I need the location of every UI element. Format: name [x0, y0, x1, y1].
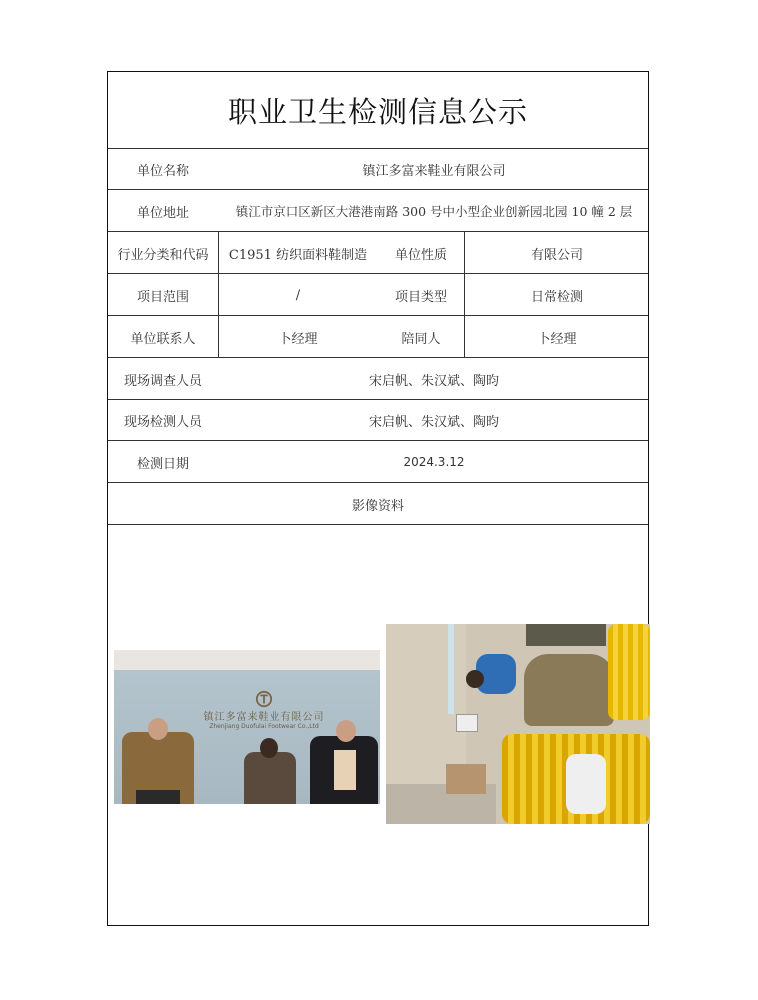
unit-nature-value: 有限公司 — [530, 247, 583, 263]
project-type-label: 项目类型 — [394, 289, 447, 305]
contact-row — [108, 315, 648, 358]
project-scope-value: / — [295, 287, 301, 303]
survey-staff-value: 宋启帆、朱汉斌、陶昀 — [368, 373, 499, 389]
images-label: 影像资料 — [351, 498, 404, 514]
disclosure-sheet — [107, 71, 649, 926]
person-middle — [244, 752, 296, 804]
shelf-items — [526, 624, 606, 646]
worker-jacket — [524, 654, 614, 726]
project-type-value: 日常检测 — [530, 289, 583, 305]
testing-staff-label: 现场检测人员 — [123, 415, 202, 430]
escort-label: 陪同人 — [401, 331, 441, 347]
unit-address-value: 镇江市京口区新区大港港南路 300 号中小型企业创新园北园 10 幢 2 层 — [235, 204, 633, 219]
person-right-shirt — [334, 750, 356, 790]
test-date-label: 检测日期 — [136, 456, 189, 472]
unit-address-label: 单位地址 — [136, 205, 189, 221]
escort-value: 卜经理 — [537, 331, 577, 347]
sign-chinese: 镇江多富来鞋业有限公司 — [203, 712, 325, 723]
photo-workshop — [386, 624, 650, 824]
wall-socket — [456, 714, 478, 732]
person-left-head — [148, 718, 168, 740]
contact-label: 单位联系人 — [130, 331, 196, 347]
testing-staff-value: 宋启帆、朱汉斌、陶昀 — [368, 415, 499, 430]
test-date-value: 2024.3.12 — [403, 455, 465, 469]
company-logo-icon — [250, 690, 278, 708]
company-sign — [194, 690, 334, 730]
carton-box — [446, 764, 486, 794]
unit-name-row — [108, 148, 648, 190]
person-middle-head — [260, 738, 278, 758]
white-bag — [566, 754, 606, 814]
ceiling — [114, 650, 380, 672]
page-title: 职业卫生检测信息公示 — [227, 94, 528, 129]
testing-staff-row — [108, 399, 648, 441]
project-row — [108, 273, 648, 316]
industry-row — [108, 231, 648, 274]
contact-value: 卜经理 — [278, 331, 318, 347]
unit-nature-label: 单位性质 — [394, 247, 447, 263]
yellow-basket-stack — [608, 624, 650, 720]
survey-staff-row — [108, 357, 648, 400]
project-scope-label: 项目范围 — [136, 289, 189, 305]
industry-label: 行业分类和代码 — [117, 247, 209, 263]
unit-name-label: 单位名称 — [136, 164, 189, 179]
unit-address-row — [108, 189, 648, 232]
unit-name-value: 镇江多富来鞋业有限公司 — [362, 164, 506, 179]
sign-english: Zhenjiang Duofulai Footwear Co.,Ltd — [209, 723, 319, 730]
test-date-row — [108, 440, 648, 483]
worker-blue-head — [466, 670, 484, 688]
person-right-head — [336, 720, 356, 742]
survey-staff-label: 现场调查人员 — [123, 373, 202, 389]
photo-office-entrance — [114, 650, 380, 804]
fluorescent-light — [448, 624, 454, 714]
photo-area — [108, 524, 648, 926]
industry-value: C1951 纺织面料鞋制造 — [228, 247, 368, 263]
images-row — [108, 482, 648, 525]
person-left-legs — [136, 790, 180, 804]
